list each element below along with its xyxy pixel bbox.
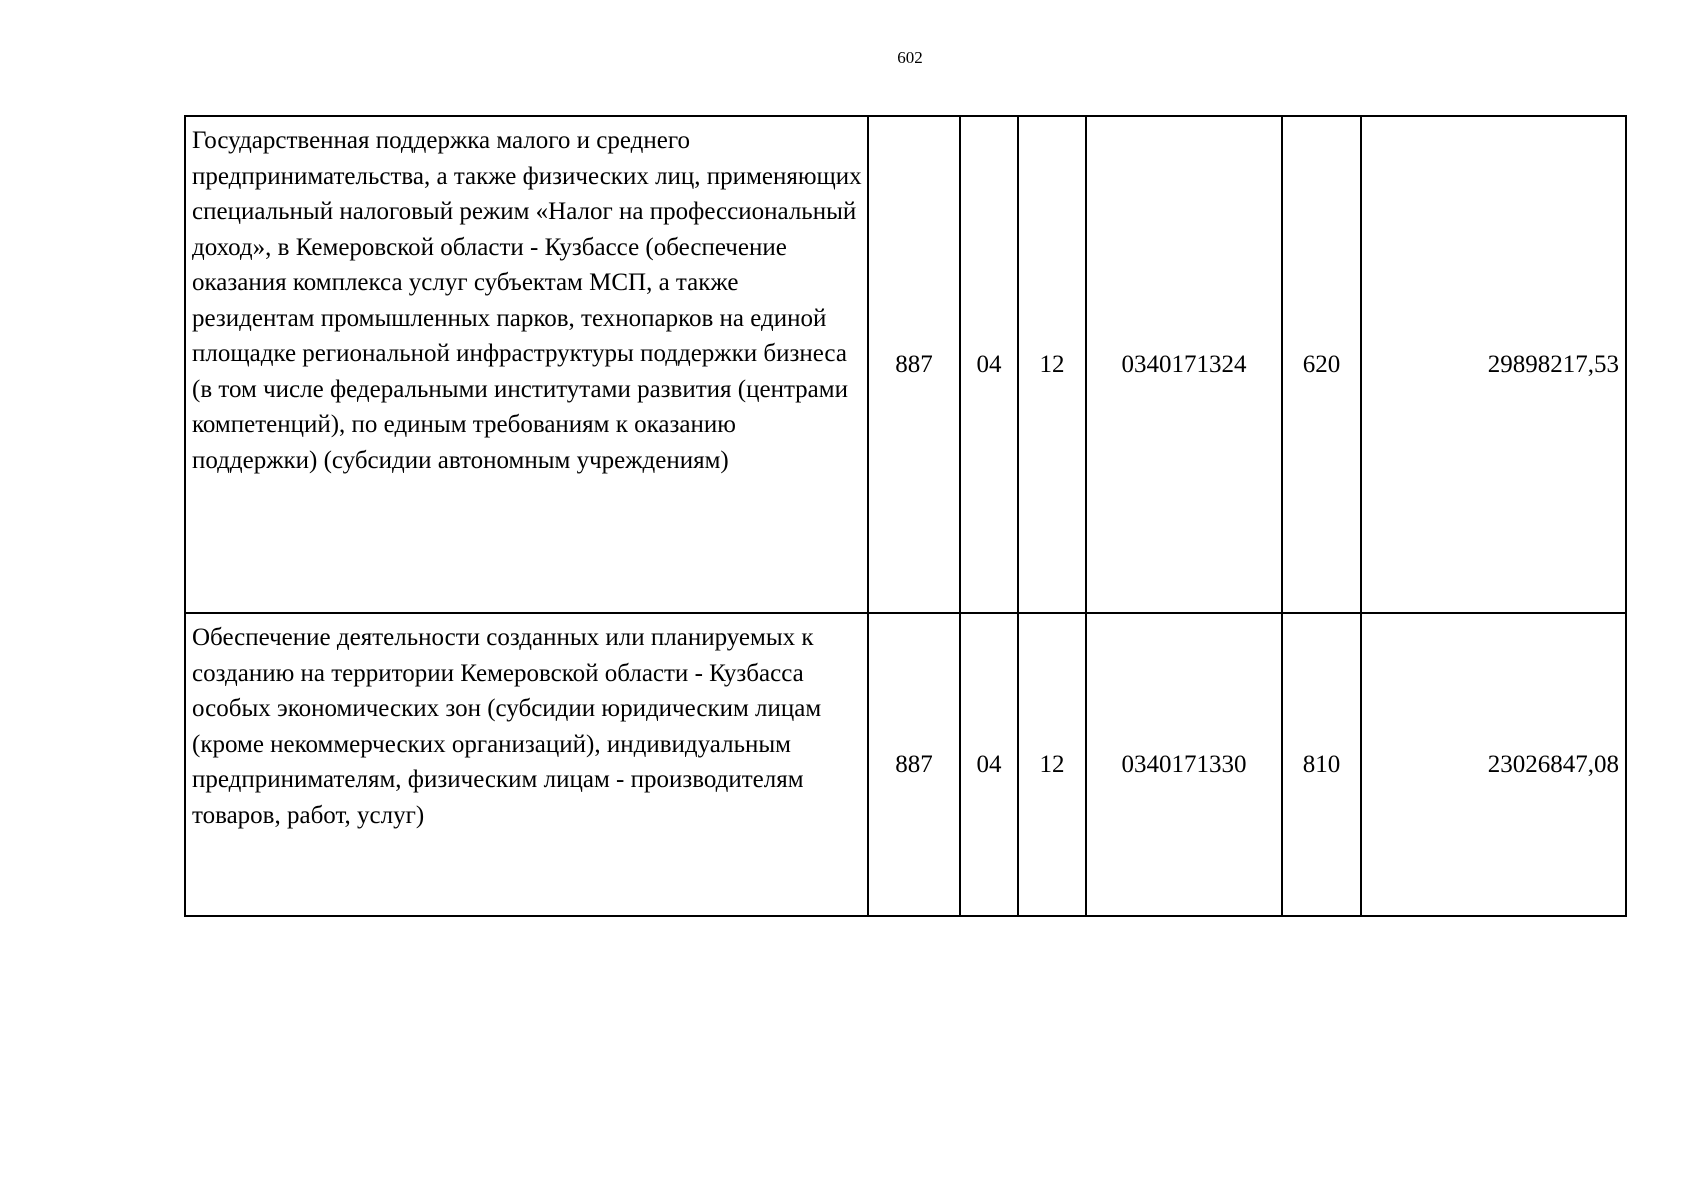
- ministry-code-cell: 887: [868, 116, 960, 613]
- description-cell: Обеспечение деятельности созданных или планируемых к созданию на территории Кемеровской области - Кузбасса особых экономических зон (субсидии юридическим лицам (кроме некоммерческих организаций), индивидуальным предпринимателям, физическим лицам - производителям товаров, работ, услуг): [185, 613, 868, 916]
- expense-type-cell: 810: [1282, 613, 1361, 916]
- expense-type-cell: 620: [1282, 116, 1361, 613]
- amount-cell: 29898217,53: [1361, 116, 1626, 613]
- subsection-code-cell: 12: [1018, 116, 1086, 613]
- section-code-cell: 04: [960, 613, 1018, 916]
- page-number: 602: [897, 48, 923, 67]
- subsection-code-cell: 12: [1018, 613, 1086, 916]
- amount-cell: 23026847,08: [1361, 613, 1626, 916]
- section-code-cell: 04: [960, 116, 1018, 613]
- target-article-cell: 0340171324: [1086, 116, 1282, 613]
- target-article-cell: 0340171330: [1086, 613, 1282, 916]
- table-row: [185, 613, 1626, 916]
- ministry-code-cell: 887: [868, 613, 960, 916]
- table-row: [185, 116, 1626, 613]
- budget-table: [184, 115, 1627, 917]
- description-cell: Государственная поддержка малого и среднего предпринимательства, а также физических лиц, применяющих специальный налоговый режим «Налог на профессиональный доход», в Кемеровской области - Кузбассе (обеспечение оказания комплекса услуг субъектам МСП, а также резидентам промышленных парков, технопарков на единой площадке региональной инфраструктуры поддержки бизнеса (в том числе федеральными институтами развития (центрами компетенций), по единым требованиям к оказанию поддержки) (субсидии автономным учреждениям): [185, 116, 868, 613]
